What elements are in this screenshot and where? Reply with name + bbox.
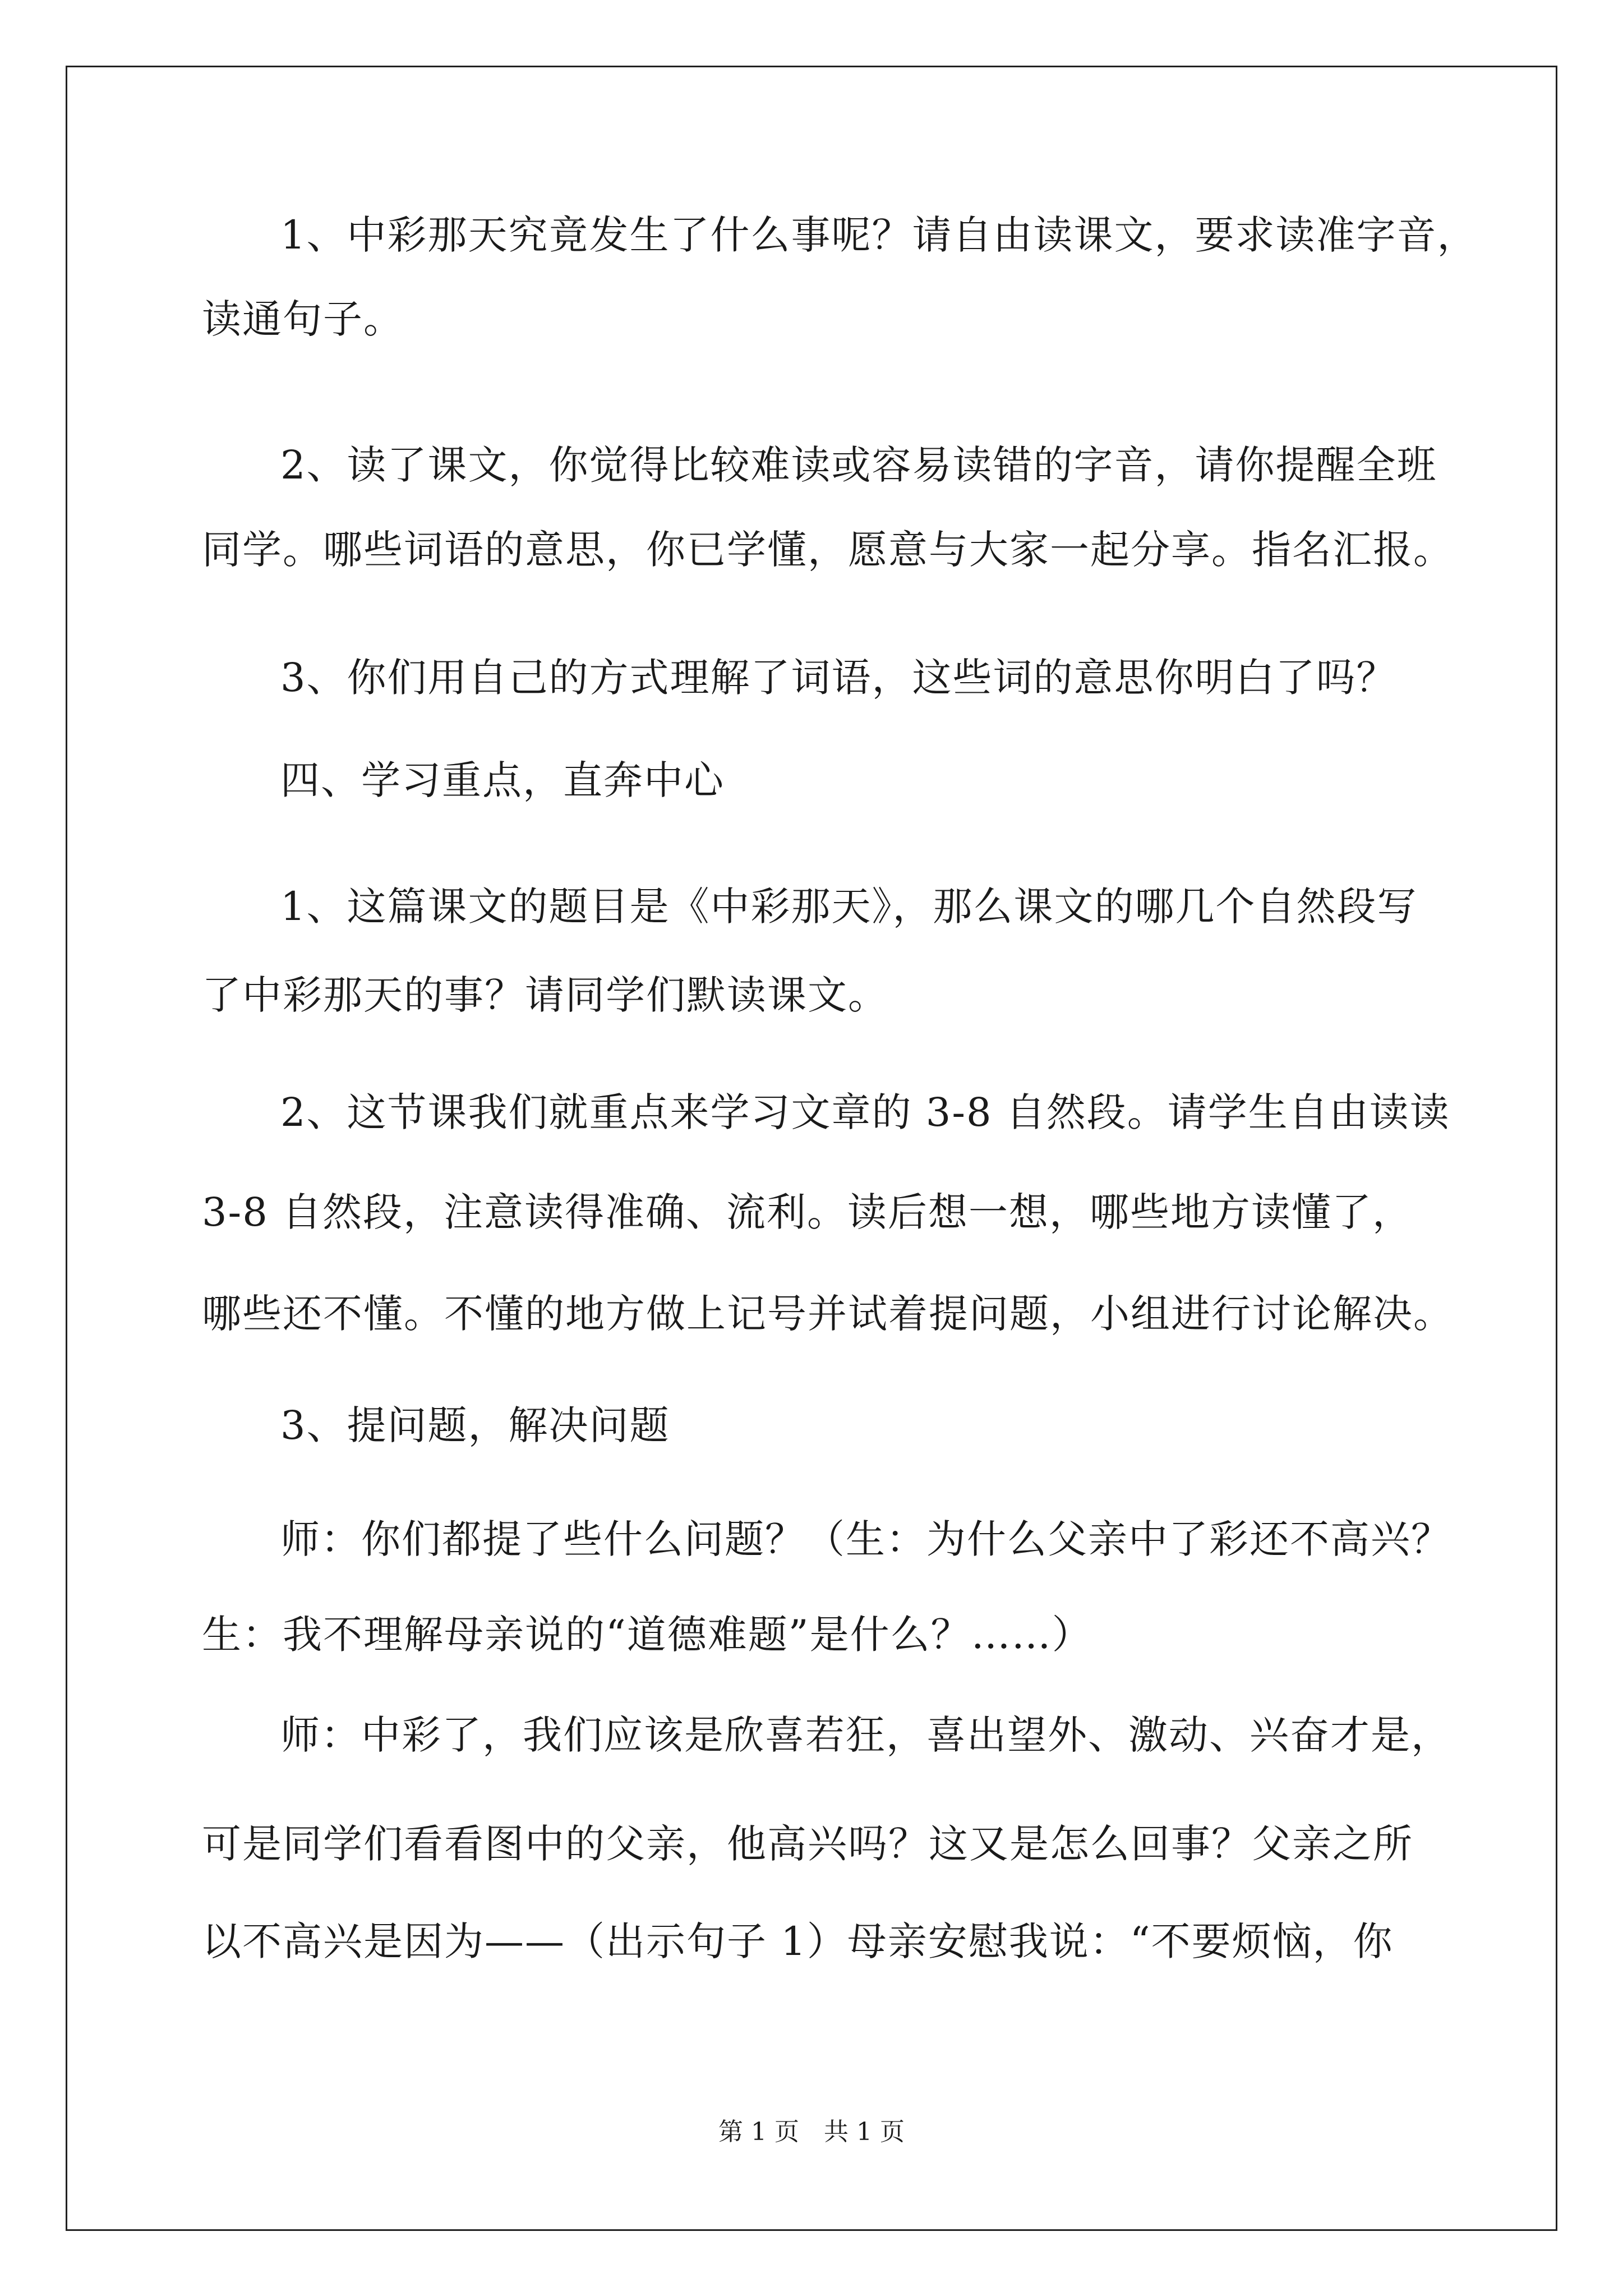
paragraph-line: 了中彩那天的事？请同学们默读课文。	[202, 972, 888, 1018]
paragraph-line: 生：我不理解母亲说的“道德难题”是什么？……）	[202, 1612, 1092, 1658]
paragraph-line: 3-8 自然段，注意读得准确、流利。读后想一想，哪些地方读懂了，	[202, 1189, 1413, 1235]
paragraph-line: 可是同学们看看图中的父亲，他高兴吗？这又是怎么回事？父亲之所	[202, 1821, 1413, 1867]
page-number-footer: 第 1 页 共 1 页	[718, 2118, 905, 2146]
paragraph-line: 1、这篇课文的题目是《中彩那天》，那么课文的哪几个自然段写	[280, 884, 1418, 930]
paragraph-line: 师：你们都提了些什么问题？（生：为什么父亲中了彩还不高兴？	[280, 1516, 1451, 1562]
paragraph-line: 1、中彩那天究竟发生了什么事呢？请自由读课文，要求读准字音，	[280, 212, 1478, 258]
paragraph-line: 同学。哪些词语的意思，你已学懂，愿意与大家一起分享。指名汇报。	[202, 527, 1454, 573]
paragraph-line: 以不高兴是因为——（出示句子 1）母亲安慰我说：“不要烦恼，你	[202, 1918, 1394, 1964]
paragraph-line: 读通句子。	[202, 296, 404, 342]
paragraph-line: 2、这节课我们就重点来学习文章的 3-8 自然段。请学生自由读读	[280, 1089, 1450, 1135]
paragraph-line: 2、读了课文，你觉得比较难读或容易读错的字音，请你提醒全班	[280, 442, 1437, 488]
paragraph-line: 3、你们用自己的方式理解了词语，这些词的意思你明白了吗？	[280, 655, 1397, 701]
section-heading: 四、学习重点，直奔中心	[280, 757, 725, 803]
page-border	[66, 66, 1557, 2231]
paragraph-line: 哪些还不懂。不懂的地方做上记号并试着提问题，小组进行讨论解决。	[202, 1291, 1454, 1337]
paragraph-line: 师：中彩了，我们应该是欣喜若狂，喜出望外、激动、兴奋才是，	[280, 1712, 1451, 1758]
paragraph-line: 3、提问题，解决问题	[280, 1402, 670, 1448]
